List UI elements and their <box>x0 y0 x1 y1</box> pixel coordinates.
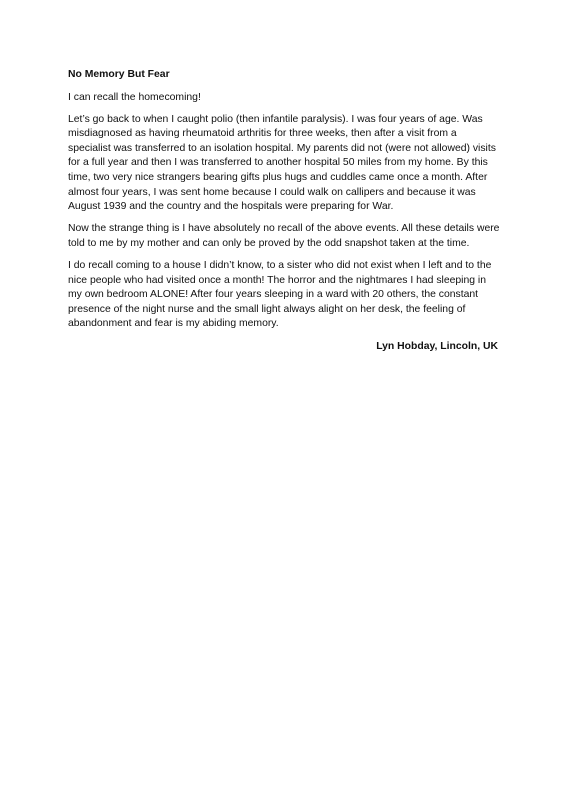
document-content <box>68 68 502 354</box>
paragraph-no-recall: Now the strange thing is I have absolutely no recall of the above events. All these details were told to me by my mother and can only be proved by the odd snapshot taken at the time. <box>68 223 500 249</box>
author-signature: Lyn Hobday, Lincoln, UK <box>376 340 498 352</box>
paragraph-homecoming: I do recall coming to a house I didn’t know, to a sister who did not exist when I left and to the nice people who had visited once a month! The horror and the nightmares I had sleeping in my own bedroom ALONE! After four years sleeping in a ward with 20 others, the constant presence of the night nurse and the small light always alight on her desk, the feeling of abandonment and fear is my abiding memory. <box>68 260 492 330</box>
paragraph-story: Let’s go back to when I caught polio (then infantile paralysis). I was four years of age. Was misdiagnosed as having rheumatoid arthritis for three weeks, then after a visit from a specialist was transferred to an isolation hospital. My parents did not (were not allowed) visits for a full year and then I was transferred to another hospital 50 miles from my home. By this time, two very nice strangers bearing gifts plus hugs and cuddles came once a month. After almost four years, I was sent home because I could walk on callipers and because it was August 1939 and the country and the hospitals were preparing for War. <box>68 113 496 213</box>
document-title: No Memory But Fear <box>68 69 170 80</box>
paragraph-intro: I can recall the homecoming! <box>68 91 201 103</box>
